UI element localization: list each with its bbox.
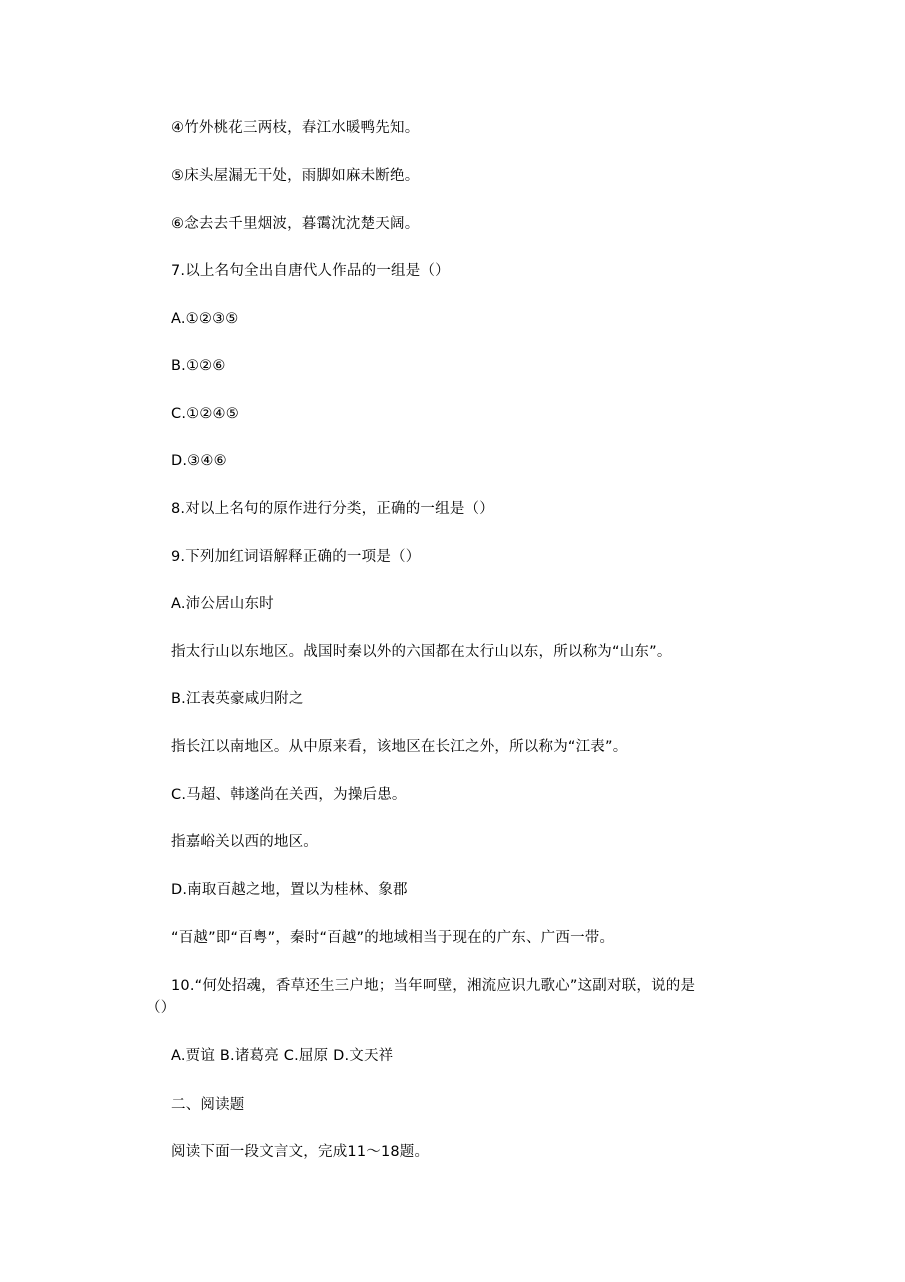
poem-line-6: ⑥念去去千里烟波，暮霭沈沈楚天阔。 — [171, 216, 420, 232]
q7-option-c: C.①②④⑤ — [171, 406, 239, 422]
q9-option-d: D.南取百越之地，置以为桂林、象郡 — [171, 882, 408, 898]
poem-line-4: ④竹外桃花三两枝，春江水暖鸭先知。 — [171, 120, 420, 136]
q9-option-d-explanation: “百越”即“百粤”，秦时“百越”的地域相当于现在的广东、广西一带。 — [171, 930, 615, 946]
reading-instruction: 阅读下面一段文言文，完成11～18题。 — [171, 1144, 430, 1160]
q10-options: A.贾谊 B.诸葛亮 C.屈原 D.文天祥 — [171, 1048, 394, 1064]
q9-option-a-explanation: 指太行山以东地区。战国时秦以外的六国都在太行山以东，所以称为“山东”。 — [171, 644, 672, 660]
poem-line-5: ⑤床头屋漏无干处，雨脚如麻未断绝。 — [171, 168, 420, 184]
question-10-blank: （） — [146, 1000, 176, 1016]
q9-option-c: C.马超、韩遂尚在关西，为操后患。 — [171, 787, 407, 803]
question-10-text: 10.“何处招魂，香草还生三户地；当年呵壁，湘流应识九歌心”这副对联，说的是 — [171, 978, 696, 994]
q9-option-a: A.沛公居山东时 — [171, 596, 274, 612]
section-heading-reading: 二、阅读题 — [171, 1097, 245, 1113]
q7-option-a: A.①②③⑤ — [171, 311, 239, 327]
q7-option-d: D.③④⑥ — [171, 453, 227, 469]
q7-option-b: B.①②⑥ — [171, 358, 226, 374]
question-10 — [146, 975, 767, 1019]
question-7: 7.以上名句全出自唐代人作品的一组是（） — [171, 263, 450, 279]
q9-option-c-explanation: 指嘉峪关以西的地区。 — [171, 834, 318, 850]
question-9: 9.下列加红词语解释正确的一项是（） — [171, 549, 421, 565]
q9-option-b-explanation: 指长江以南地区。从中原来看，该地区在长江之外，所以称为“江表”。 — [171, 739, 628, 755]
question-8: 8.对以上名句的原作进行分类，正确的一组是（） — [171, 501, 494, 517]
q9-option-b: B.江表英豪咸归附之 — [171, 691, 304, 707]
